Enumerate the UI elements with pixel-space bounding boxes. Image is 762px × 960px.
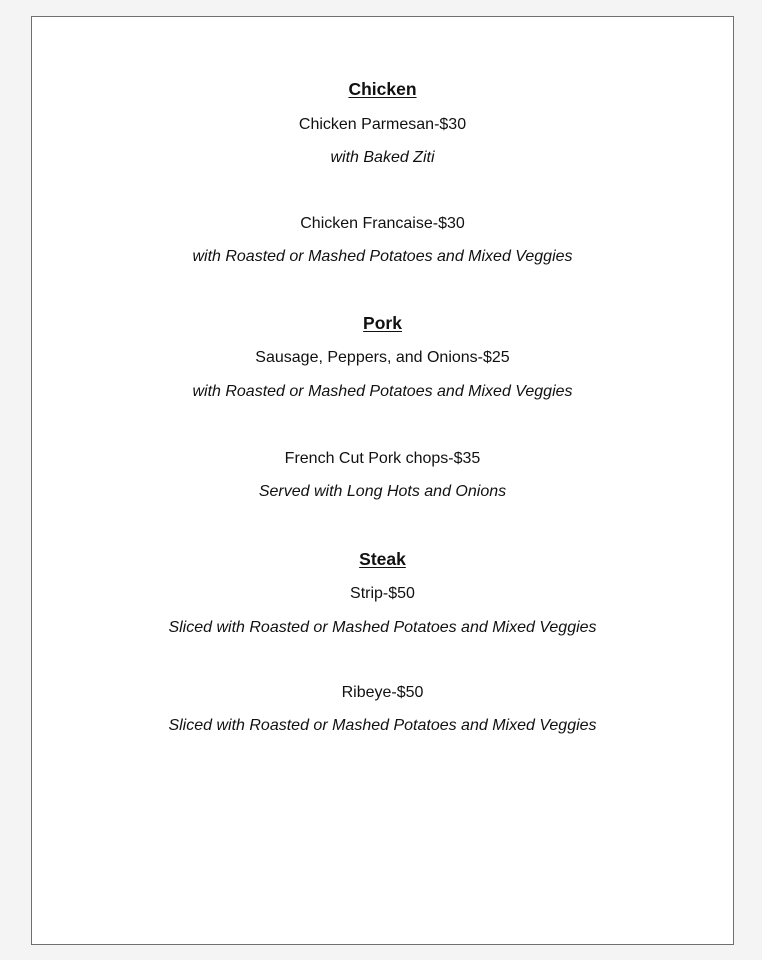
menu-item-name: Strip-$50 bbox=[350, 585, 415, 602]
section-heading-chicken: Chicken bbox=[348, 79, 417, 99]
menu-item-name: Sausage, Peppers, and Onions-$25 bbox=[255, 349, 510, 366]
menu-item-name: Ribeye-$50 bbox=[341, 684, 424, 701]
menu-item-description: with Roasted or Mashed Potatoes and Mixed Veggies bbox=[192, 383, 573, 400]
menu-item-name: Chicken Francaise-$30 bbox=[300, 215, 465, 232]
menu-item-description: Sliced with Roasted or Mashed Potatoes and Mixed Veggies bbox=[168, 717, 597, 734]
menu-item-name: Chicken Parmesan-$30 bbox=[298, 116, 467, 133]
menu-item-name: French Cut Pork chops-$35 bbox=[284, 450, 481, 467]
section-heading-steak: Steak bbox=[359, 549, 406, 569]
menu-item-description: with Baked Ziti bbox=[330, 149, 435, 166]
menu-item-description: Served with Long Hots and Onions bbox=[258, 483, 507, 500]
menu-item-description: Sliced with Roasted or Mashed Potatoes and Mixed Veggies bbox=[168, 619, 597, 636]
menu-page bbox=[31, 16, 734, 945]
section-heading-pork: Pork bbox=[363, 313, 402, 333]
menu-item-description: with Roasted or Mashed Potatoes and Mixed Veggies bbox=[192, 248, 573, 265]
